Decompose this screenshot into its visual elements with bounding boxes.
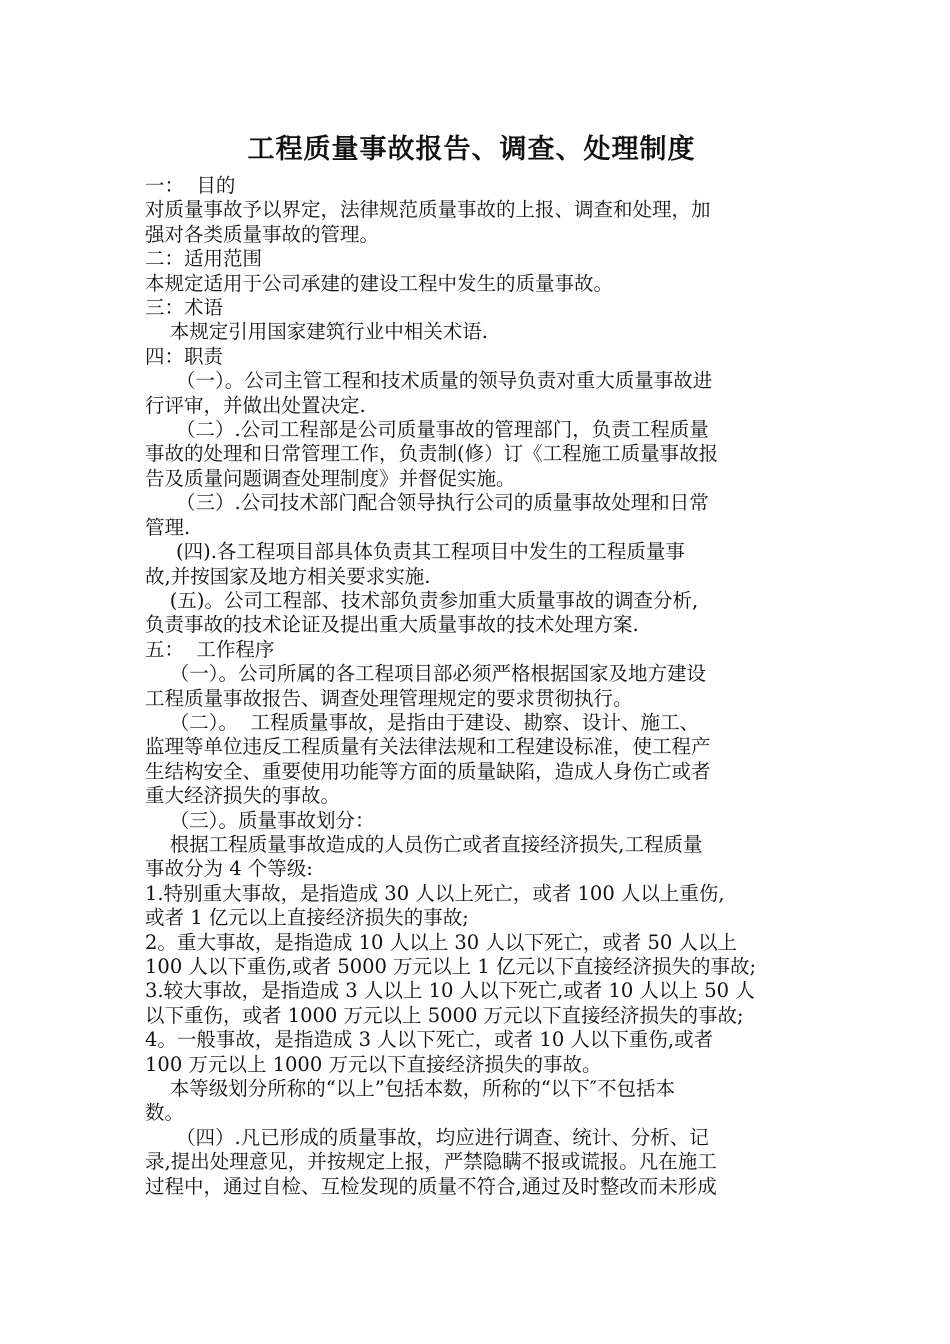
body-line: 四：职责 [145, 344, 224, 368]
body-line: （二）。 工程质量事故，是指由于建设、勘察、设计、施工、 [145, 710, 699, 734]
body-line: （二）.公司工程部是公司质量事故的管理部门，负责工程质量 [145, 418, 709, 442]
body-line: 一： 目的 [145, 174, 236, 197]
document-body [145, 174, 810, 1199]
document-page [145, 128, 810, 1199]
body-line: 监理等单位违反工程质量有关法律法规和工程建设标准，使工程产 [145, 735, 711, 759]
body-line: 4。一般事故，是指造成 3 人以下死亡，或者 10 人以下重伤,或者 [145, 1028, 714, 1052]
body-line: 事故分为 4 个等级: [145, 857, 313, 881]
body-line: 以下重伤，或者 1000 万元以上 5000 万元以下直接经济损失的事故; [145, 1003, 744, 1027]
body-line: 对质量事故予以界定，法律规范质量事故的上报、调查和处理，加 [145, 198, 711, 222]
body-line: （三）。质量事故划分： [145, 808, 375, 832]
body-line: (四).各工程项目部具体负责其工程项目中发生的工程质量事 [145, 540, 685, 564]
body-line: 1.特别重大事故，是指造成 30 人以上死亡，或者 100 人以上重伤, [145, 881, 725, 905]
body-line: （三）.公司技术部门配合领导执行公司的质量事故处理和日常 [145, 491, 709, 515]
body-line: 根据工程质量事故造成的人员伤亡或者直接经济损失,工程质量 [145, 832, 703, 856]
body-line: 过程中，通过自检、互检发现的质量不符合,通过及时整改而未形成 [145, 1174, 717, 1198]
body-line: 数。 [145, 1101, 185, 1125]
body-line: 故,并按国家及地方相关要求实施. [145, 564, 431, 588]
body-line: （一）。公司主管工程和技术质量的领导负责对重大质量事故进 [145, 369, 713, 393]
body-line: 录,提出处理意见，并按规定上报，严禁隐瞒不报或谎报。凡在施工 [145, 1150, 717, 1174]
body-line: 行评审，并做出处置决定. [145, 393, 366, 417]
body-line: （四）.凡已形成的质量事故，均应进行调查、统计、分析、记 [145, 1125, 709, 1149]
document-title: 工程质量事故报告、调查、处理制度 [247, 134, 696, 165]
body-line: (五)。公司工程部、技术部负责参加重大质量事故的调查分析, [145, 588, 699, 612]
body-line: 告及质量问题调查处理制度》并督促实施。 [145, 466, 516, 490]
body-line: 2。重大事故，是指造成 10 人以上 30 人以下死亡，或者 50 人以上 [145, 930, 738, 954]
body-line: 100 万元以上 1000 万元以下直接经济损失的事故。 [145, 1052, 602, 1076]
body-line: 本等级划分所称的“以上”包括本数，所称的“以下″不包括本 [145, 1077, 675, 1101]
body-line: 管理. [145, 515, 191, 539]
body-line: 负责事故的技术论证及提出重大质量事故的技术处理方案. [145, 613, 639, 637]
body-line: 事故的处理和日常管理工作，负责制(修）订《工程施工质量事故报 [145, 442, 719, 466]
body-line: 工程质量事故报告、调查处理管理规定的要求贯彻执行。 [145, 686, 633, 710]
body-line: 本规定适用于公司承建的建设工程中发生的质量事故。 [145, 271, 614, 295]
body-line: （一）。公司所属的各工程项目部必须严格根据国家及地方建设 [145, 662, 707, 686]
body-line: 本规定引用国家建筑行业中相关术语. [145, 320, 488, 344]
body-line: 生结构安全、重要使用功能等方面的质量缺陷，造成人身伤亡或者 [145, 759, 711, 783]
body-line: 二：适用范围 [145, 247, 263, 271]
body-line: 五： 工作程序 [145, 637, 275, 661]
body-line: 3.较大事故，是指造成 3 人以上 10 人以下死亡,或者 10 人以上 50 人 [145, 979, 755, 1003]
body-line: 100 人以下重伤,或者 5000 万元以上 1 亿元以下直接经济损失的事故; [145, 955, 757, 978]
body-line: 强对各类质量事故的管理。 [145, 222, 380, 246]
body-line: 三：术语 [145, 296, 224, 320]
body-line: 重大经济损失的事故。 [145, 784, 341, 808]
body-line: 或者 1 亿元以上直接经济损失的事故; [145, 906, 469, 930]
